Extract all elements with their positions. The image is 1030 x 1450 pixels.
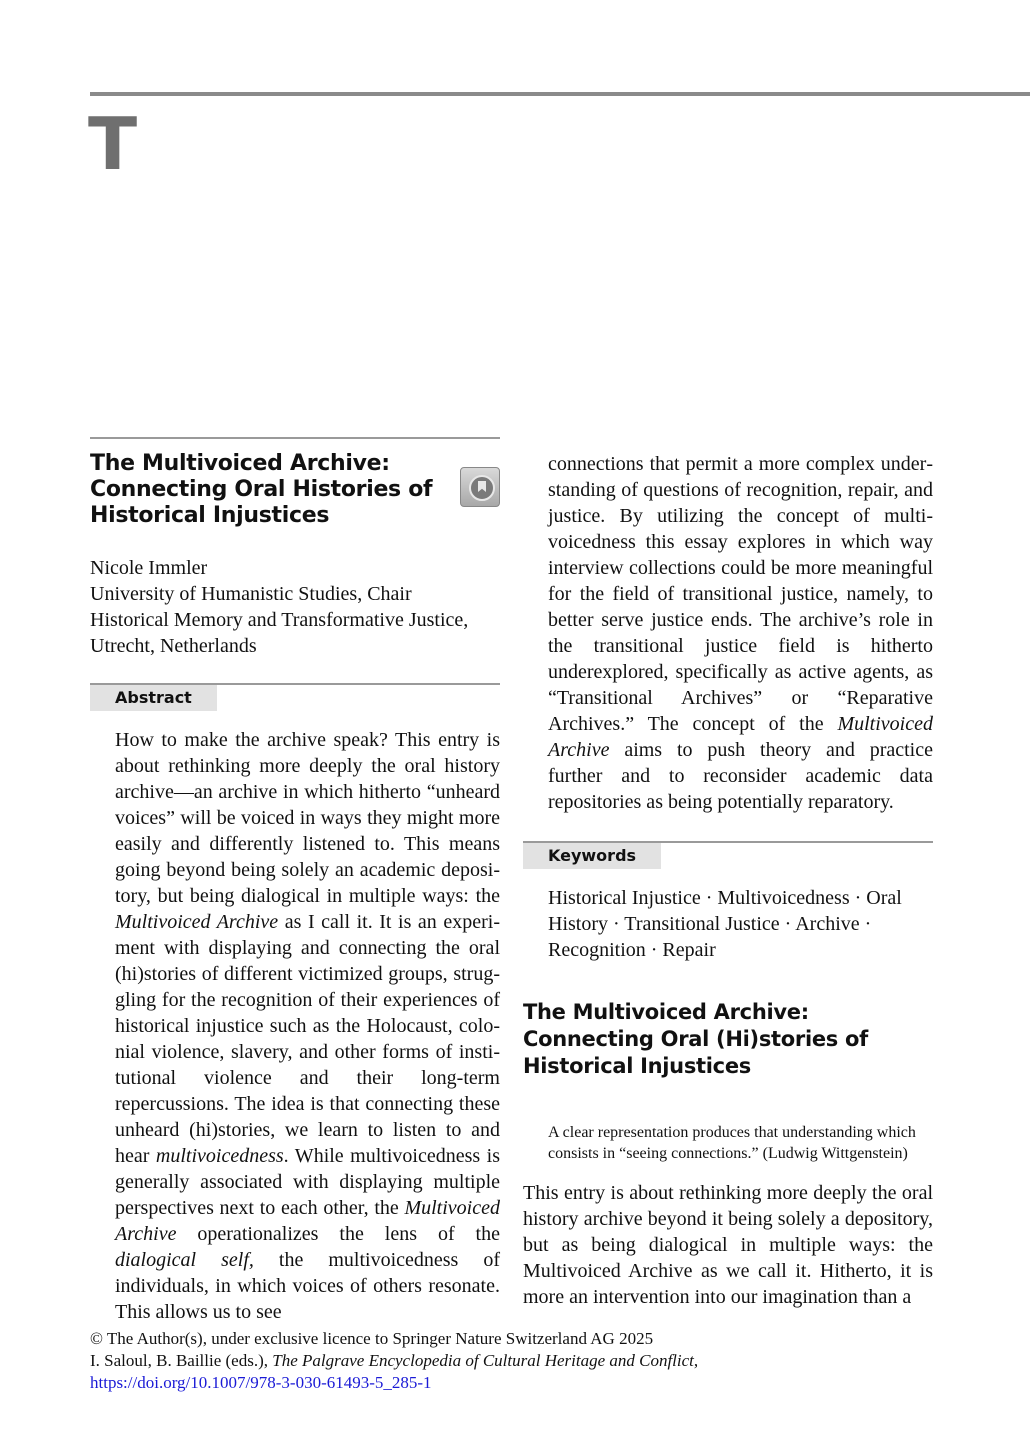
citation-punct: , [693, 1351, 699, 1370]
affiliation-line: University of Humanistic Studies, Chair [90, 583, 412, 605]
section-heading: The Multivoiced Archive: Connecting Oral (Hi)stories of Historical Injustices [523, 1000, 868, 1078]
abstract-text-part: How to make the archive speak? This entry is about rethinking more deeply the oral history archive—an archive in which hitherto “unheard voices” will be voiced in ways they might more easily and differently listened to. This means going beyond being solely an academic depository, but being dialogical in multiple ways: the [115, 729, 500, 907]
footer [90, 1328, 698, 1394]
abstract-emphasis: multivoicedness [155, 1145, 284, 1167]
left-column [90, 437, 500, 1325]
abstract-emphasis: Multivoiced Archive [115, 1197, 500, 1245]
keywords-label: Keywords [523, 843, 661, 869]
epigraph: A clear representation produces that understanding which consists in “seeing connections.” (Ludwig Wittgenstein) [548, 1124, 916, 1162]
abstract-emphasis: Multivoiced Archive [548, 713, 933, 761]
entry-title: The Multivoiced Archive: Connecting Oral Histories of Historical Injustices [90, 451, 433, 528]
abstract-continuation [548, 451, 933, 815]
citation-line [90, 1350, 698, 1372]
copyright-line: © The Author(s), under exclusive licence to Springer Nature Switzerland AG 2025 [90, 1329, 654, 1348]
abstract-text-part: aims to push theory and practice further and to reconsider academic data repositories as being potentially reparatory. [548, 739, 933, 813]
author-name: Nicole Immler [90, 557, 208, 579]
citation-book-title: The Palgrave Encyclopedia of Cultural Heritage and Conflict [272, 1351, 694, 1370]
crossmark-bookmark-icon[interactable] [460, 467, 500, 507]
abstract-text-part: connections that permit a more complex understanding of questions of recognition, repair, and justice. By utilizing the concept of multivoicedness this essay explores in which way interview collections could be more meaningful for the field of transitional justice, namely, to better serve justice ends. The archive’s role in the transitional justice field is hitherto underexplored, specifically as active agents, as “Transitional Archives” or “Reparative Archives.” The concept of the [548, 453, 933, 735]
keywords-text: Historical Injustice · Multivoicedness · Oral History · Transitional Justice · Archive · Recognition · Repair [548, 887, 902, 961]
title-block [90, 451, 500, 529]
top-rule [90, 92, 1030, 96]
right-column [523, 451, 933, 1310]
abstract-text-part: as I call it. It is an experiment with displaying and connecting the oral (hi)stories of different victimized groups, struggling for the recognition of their experiences of historical injustice such as the Holocaust, colonial violence, slavery, and other forms of institutional violence and their long-term repercussions. The idea is that connecting these unheard (hi)stories, we learn to listen to and hear [115, 911, 500, 1167]
section-letter: T [88, 102, 138, 186]
author-block [90, 555, 500, 659]
abstract-text [115, 727, 500, 1325]
abstract-text-part: . While multivoicedness is generally associated with displaying multiple perspectives next to each other, the [115, 1145, 500, 1219]
affiliation-line: Historical Memory and Transformative Justice, [90, 609, 469, 631]
abstract-emphasis: Multivoiced Archive [115, 911, 279, 933]
doi-link[interactable]: https://doi.org/10.1007/978-3-030-61493-5_285-1 [90, 1373, 432, 1392]
abstract-label: Abstract [90, 685, 217, 711]
citation-editors: I. Saloul, B. Baillie (eds.), [90, 1351, 273, 1370]
abstract-text-part: operationalizes the lens of the [176, 1223, 500, 1245]
abstract-section [90, 683, 500, 1325]
intro-paragraph: This entry is about rethinking more deeply the oral history archive beyond it being solely a depository, but as being dialogical in multiple ways: the Multivoiced Archive as we call it. Hitherto, it is more an intervention into our imagination than a [523, 1182, 933, 1308]
affiliation-line: Utrecht, Netherlands [90, 635, 257, 657]
bookmark-icon [469, 475, 495, 501]
keywords-section [523, 841, 933, 963]
abstract-text-part: the multivoicedness of individuals, in which voices of others resonate. This allows us to see [115, 1249, 500, 1323]
abstract-emphasis: dialogical self, [115, 1249, 254, 1271]
title-rule [90, 437, 500, 439]
